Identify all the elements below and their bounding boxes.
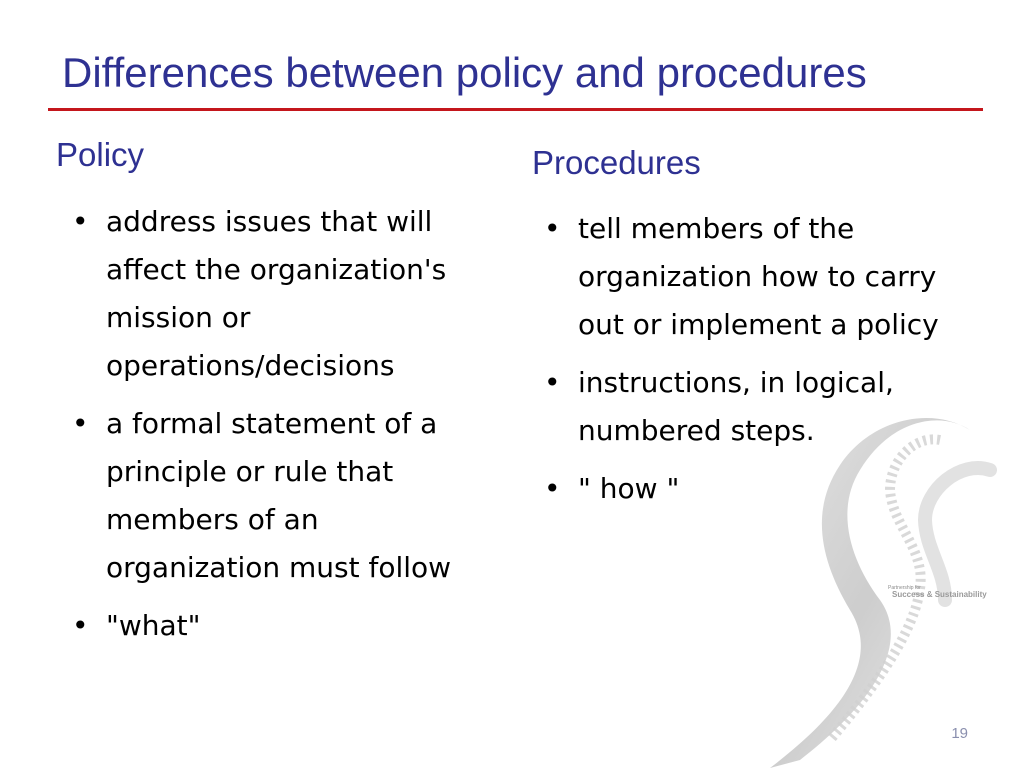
policy-bullet-text: address issues that will affect the organization's mission or operations/decisions: [106, 205, 447, 382]
policy-heading: Policy: [56, 136, 145, 173]
policy-bullet-text: a formal statement of a principle or rule that members of an organization must follow: [106, 407, 452, 584]
procedures-bullet-text: instructions, in logical, numbered steps.: [578, 366, 894, 447]
logo-tagline: Success & Sustainability: [892, 590, 987, 599]
bullet-dot-icon: •: [544, 366, 561, 399]
bullet-dot-icon: •: [72, 205, 89, 238]
procedures-bullet-text: " how ": [578, 472, 680, 505]
bullet-dot-icon: •: [544, 212, 561, 245]
procedures-bullet: [538, 205, 958, 349]
policy-bullet-text: "what": [106, 609, 201, 642]
policy-bullet-list: [66, 198, 496, 660]
logo-tagline-small: Partnership for: [888, 585, 921, 591]
procedures-bullet-text: tell members of the organization how to carry out or implement a policy: [578, 212, 939, 341]
page-number: 19: [951, 725, 968, 742]
policy-bullet: [66, 198, 496, 390]
slide-title: Differences between policy and procedures: [62, 49, 867, 96]
bullet-dot-icon: •: [72, 609, 89, 642]
bullet-dot-icon: •: [544, 472, 561, 505]
policy-bullet: [66, 400, 496, 592]
swoosh-logo-icon: [740, 410, 1024, 768]
title-divider: [48, 108, 983, 111]
procedures-heading: Procedures: [532, 144, 701, 181]
bullet-dot-icon: •: [72, 407, 89, 440]
policy-bullet: [66, 602, 496, 650]
